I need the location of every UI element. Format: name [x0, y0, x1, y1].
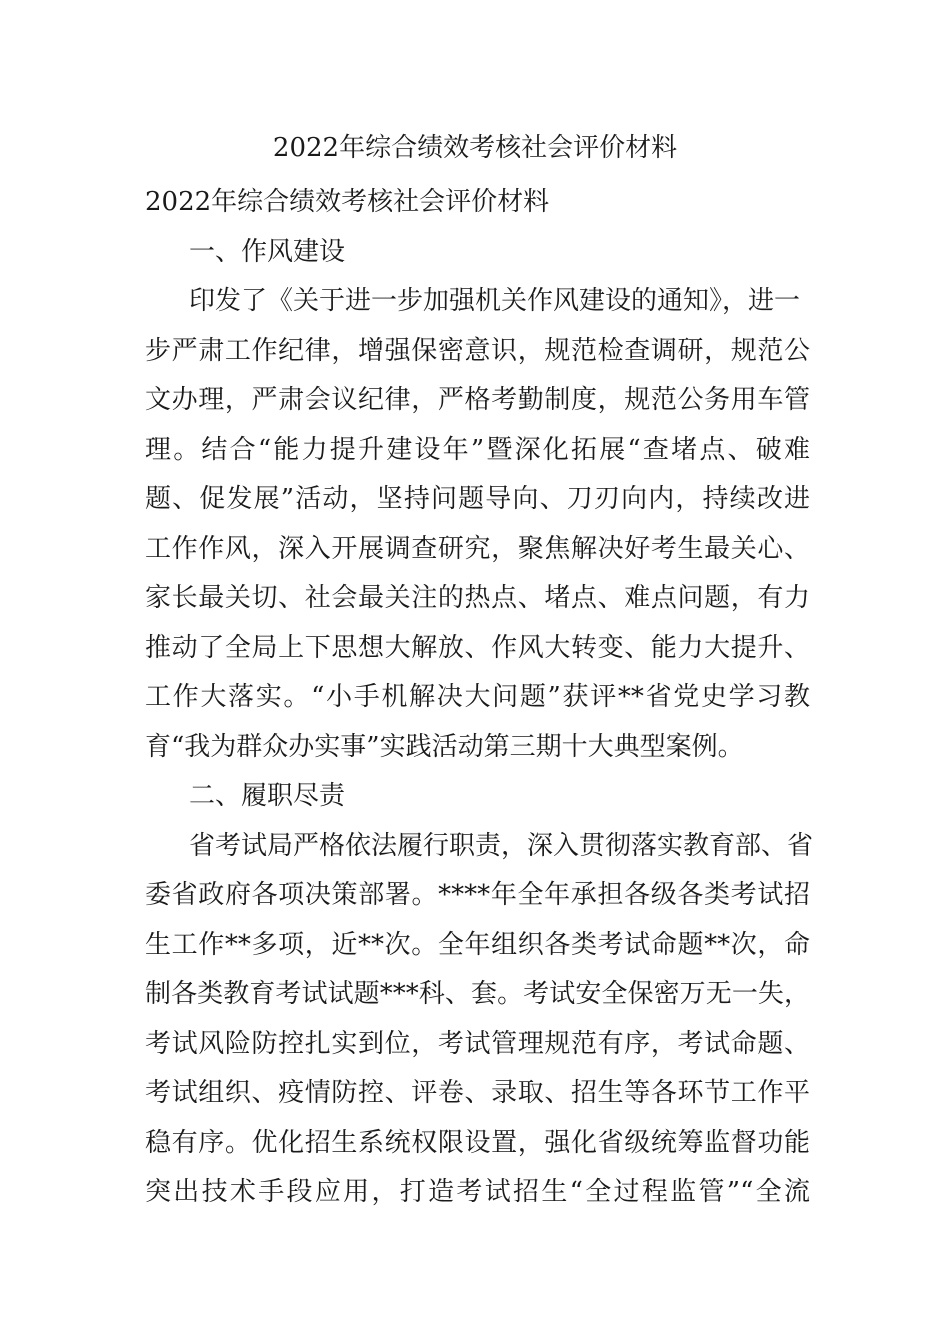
paragraph-line: 稳有序。优化招生系统权限设置，强化省级统筹监督功能: [145, 1127, 810, 1158]
paragraph-line: 突出技术手段应用，打造考试招生“全过程监管”“全流: [145, 1177, 810, 1207]
paragraph-line: 考试组织、疫情防控、评卷、录取、招生等各环节工作平: [145, 1078, 810, 1108]
paragraph-line: 理。结合“能力提升建设年”暨深化拓展“查堵点、破难: [145, 434, 810, 465]
paragraph-line: 工作作风，深入开展调查研究，聚焦解决好考生最关心、: [145, 533, 810, 564]
document-subtitle: 2022年综合绩效考核社会评价材料: [145, 187, 550, 217]
paragraph-line: 工作大落实。“小手机解决大问题”获评**省党史学习教: [145, 682, 810, 712]
paragraph-line: 推动了全局上下思想大解放、作风大转变、能力大提升、: [145, 632, 810, 663]
document-title: 2022年综合绩效考核社会评价材料: [272, 133, 678, 163]
paragraph-line: 生工作**多项，近**次。全年组织各类考试命题**次，命: [145, 929, 810, 960]
paragraph-line: 考试风险防控扎实到位，考试管理规范有序，考试命题、: [145, 1028, 810, 1059]
paragraph-line: 家长最关切、社会最关注的热点、堵点、难点问题，有力: [145, 583, 810, 613]
paragraph-line: 委省政府各项决策部署。****年全年承担各级各类考试招: [145, 880, 810, 910]
paragraph-line: 育“我为群众办实事”实践活动第三期十大典型案例。: [145, 731, 744, 762]
document-body: [145, 178, 814, 1218]
paragraph-line: 题、促发展”活动，坚持问题导向、刀刃向内，持续改进: [145, 484, 810, 514]
paragraph-line: 制各类教育考试试题***科、套。考试安全保密万无一失，: [145, 979, 810, 1009]
paragraph-line: 文办理，严肃会议纪律，严格考勤制度，规范公务用车管: [145, 385, 810, 415]
paragraph-line: 省考试局严格依法履行职责，深入贯彻落实教育部、省: [189, 830, 814, 861]
section-heading: 一、作风建设: [189, 236, 346, 267]
paragraph-line: 步严肃工作纪律，增强保密意识，规范检查调研，规范公: [145, 335, 810, 366]
section-heading: 二、履职尽责: [189, 781, 346, 811]
paragraph-line: 印发了《关于进一步加强机关作风建设的通知》，进一: [189, 286, 801, 316]
